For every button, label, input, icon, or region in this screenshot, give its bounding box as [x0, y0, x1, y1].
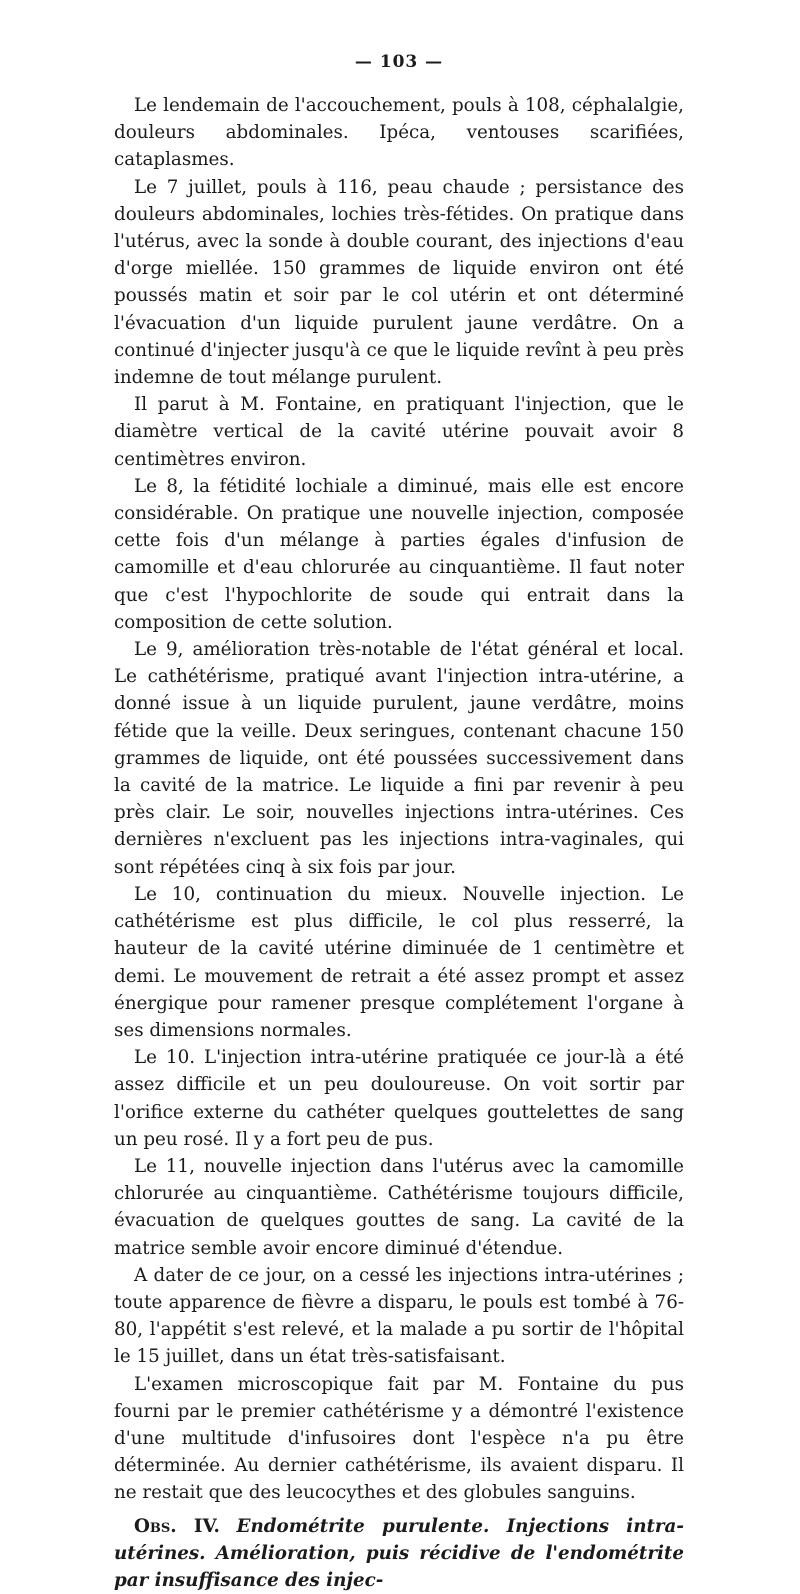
- paragraph: Le lendemain de l'accouchement, pouls à 108, céphalalgie, douleurs abdominales. Ipéca, ventouses scarifiées, cataplasmes.: [114, 95, 684, 171]
- observation-title: Endométrite purulente. Injections intra-utérines. Amélioration, puis récidive de l'endométrite par insuffisance des injec-: [114, 1515, 684, 1591]
- book-page: [114, 52, 684, 1594]
- paragraph: A dater de ce jour, on a cessé les injections intra-utérines ; toute apparence de fièvre a disparu, le pouls est tombé à 76-80, l'appétit s'est relevé, et la malade a pu sortir de l'hôpital le 15 juillet, dans un état très-satisfaisant.: [114, 1264, 684, 1368]
- paragraph: Le 8, la fétidité lochiale a diminué, mais elle est encore considérable. On pratique une nouvelle injection, composée cette fois d'un mélange à parties égales d'infusion de camomille et d'eau chlorurée au cinquantième. Il faut noter que c'est l'hypochlorite de soude qui entrait dans la composition de cette solution.: [114, 475, 684, 633]
- paragraph: Le 10, continuation du mieux. Nouvelle injection. Le cathétérisme est plus difficile, le col plus resserré, la hauteur de la cavité utérine diminuée de 1 centimètre et demi. Le mouvement de retrait a été assez prompt et assez énergique pour ramener presque complétement l'organe à ses dimensions normales.: [114, 883, 684, 1041]
- paragraph: Le 11, nouvelle injection dans l'utérus avec la camomille chlorurée au cinquantième. Cathétérisme toujours difficile, évacuation de quelques gouttes de sang. La cavité de la matrice semble avoir encore diminué d'étendue.: [114, 1155, 684, 1259]
- page-number: — 103 —: [354, 52, 444, 72]
- paragraph: Le 9, amélioration très-notable de l'état général et local. Le cathétérisme, pratiqué avant l'injection intra-utérine, a donné issue à un liquide purulent, jaune verdâtre, moins fétide que la veille. Deux seringues, contenant chacune 150 grammes de liquide, ont été poussées successivement dans la cavité de la matrice. Le liquide a fini par revenir à peu près clair. Le soir, nouvelles injections intra-utérines. Ces dernières n'excluent pas les injections intra-vaginales, qui sont répétées cinq à six fois par jour.: [114, 639, 684, 878]
- observation-heading: [114, 1513, 684, 1594]
- observation-label: Obs. IV.: [134, 1515, 220, 1537]
- paragraph: Le 10. L'injection intra-utérine pratiquée ce jour-là a été assez difficile et un peu douloureuse. On voit sortir par l'orifice externe du cathéter quelques gouttelettes de sang un peu rosé. Il y a fort peu de pus.: [114, 1047, 684, 1150]
- paragraph: Il parut à M. Fontaine, en pratiquant l'injection, que le diamètre vertical de la cavité utérine pouvait avoir 8 centimètres environ.: [114, 394, 684, 470]
- paragraph: L'examen microscopique fait par M. Fontaine du pus fourni par le premier cathétérisme y a démontré l'existence d'une multitude d'infusoires dont l'espèce n'a pu être déterminée. Au dernier cathétérisme, ils avaient disparu. Il ne restait que des leucocythes et des globules sanguins.: [114, 1373, 684, 1504]
- paragraph: Le 7 juillet, pouls à 116, peau chaude ; persistance des douleurs abdominales, lochies très-fétides. On pratique dans l'utérus, avec la sonde à double courant, des injections d'eau d'orge miellée. 150 grammes de liquide environ ont été poussés matin et soir par le col utérin et ont déterminé l'évacuation d'un liquide purulent jaune verdâtre. On a continué d'injecter jusqu'à ce que le liquide revînt à peu près indemne de tout mélange purulent.: [114, 176, 684, 389]
